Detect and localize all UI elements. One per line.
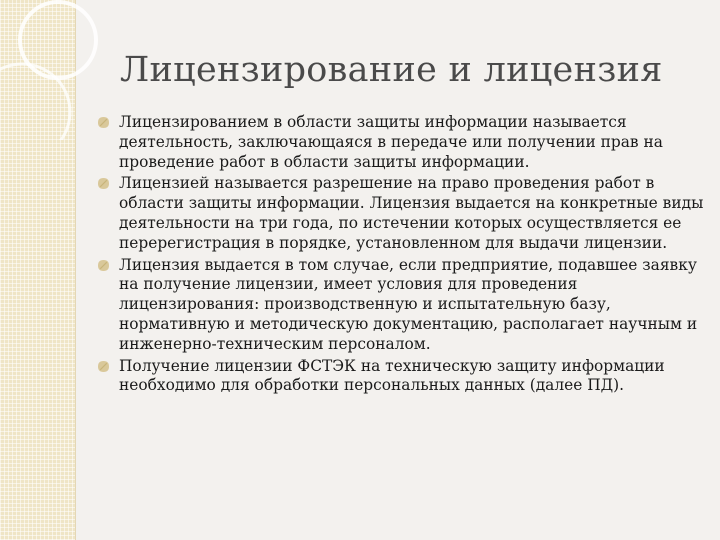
bullet-item [95, 174, 705, 253]
leaf-bullet-icon [98, 361, 109, 372]
leaf-bullet-icon [98, 178, 109, 189]
bullet-text: Лицензия выдается в том случае, если предприятие, подавшее заявку на получение лицензии, имеет условия для проведения лицензирования: производственную и испытательную базу, нормативную и методическую документацию, располагает научным и инженерно-техническим персоналом. [119, 255, 698, 353]
leaf-bullet-icon [98, 260, 109, 271]
bullet-text: Лицензией называется разрешение на право проведения работ в области защиты информации. Лицензия выдается на конкретные виды деятельности на три года, по истечении которых осуществляется ее перерегистрация в порядке, установленном для выдачи лицензии. [119, 174, 704, 252]
bullet-item [95, 256, 705, 355]
leaf-bullet-icon [98, 117, 109, 128]
bullet-item [95, 113, 705, 172]
bullet-item [95, 357, 705, 397]
bullet-text: Получение лицензии ФСТЭК на техническую защиту информации необходимо для обработки персональных данных (далее ПД). [119, 356, 665, 395]
slide-title: Лицензирование и лицензия [120, 50, 663, 90]
bullet-list [95, 113, 705, 398]
bullet-text: Лицензированием в области защиты информации называется деятельность, заключающаяся в передаче или получении прав на проведение работ в области защиты информации. [119, 113, 663, 171]
